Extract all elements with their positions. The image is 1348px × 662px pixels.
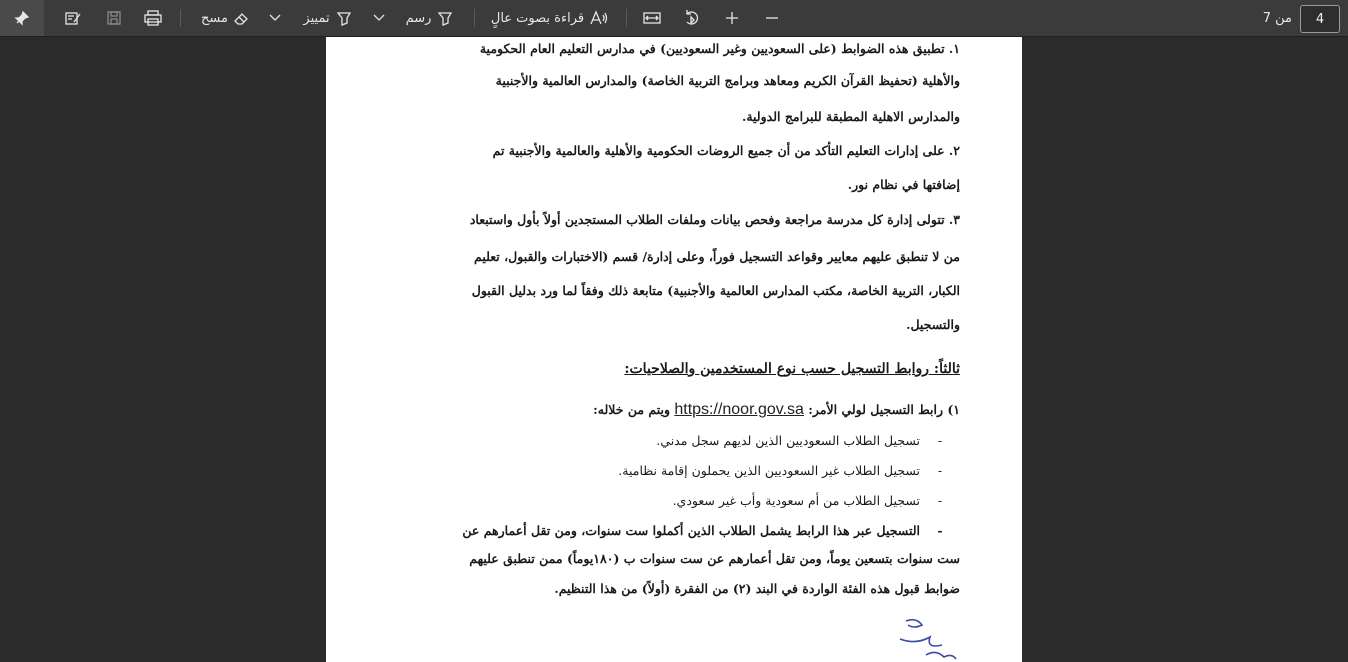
highlight-label: تمييز	[303, 10, 330, 26]
draw-label: رسم	[405, 10, 432, 26]
highlighter-icon	[335, 10, 353, 26]
continuation-line-2: ضوابط قبول هذه الفئة الواردة في البند (٢) من الفقرة (أولاً) من هذا التنظيم.	[554, 581, 960, 596]
save-icon	[106, 10, 122, 26]
fit-width-icon	[643, 10, 661, 26]
pin-icon	[14, 10, 30, 26]
paragraph-1-line-2: والأهلية (تحفيظ القرآن الكريم ومعاهد وبرامج التربية الخاصة) والمدارس العالمية والأجنبية	[495, 73, 960, 88]
link-prefix: ١) رابط التسجيل لولي الأمر:	[808, 402, 960, 417]
highlight-button[interactable]	[296, 0, 360, 36]
chevron-down-icon	[268, 13, 282, 23]
pen-icon	[436, 10, 454, 26]
continuation-line-1: ست سنوات بتسعين يوماً، ومن تقل أعمارهم عن ست سنوات ب (١٨٠يوماً) ممن تنطبق عليهم	[469, 551, 960, 566]
page-number-input[interactable]: 4	[1300, 5, 1340, 33]
page-count: من 7	[1262, 10, 1292, 26]
paragraph-3-line-4: والتسجيل.	[906, 317, 960, 332]
bullet-dash: -	[937, 523, 943, 538]
read-aloud-icon	[589, 10, 609, 26]
erase-label: مسح	[201, 10, 228, 26]
read-aloud-button[interactable]	[486, 0, 614, 36]
highlight-options-button[interactable]	[266, 0, 284, 36]
eraser-icon	[233, 10, 251, 26]
rotate-icon	[683, 9, 701, 27]
minus-icon	[764, 10, 780, 26]
rotate-button[interactable]	[680, 0, 704, 36]
draw-options-button[interactable]	[370, 0, 388, 36]
list-item: -تسجيل الطلاب من أم سعودية وأب غير سعودي.	[390, 493, 960, 508]
plus-icon	[724, 10, 740, 26]
fill-sign-button[interactable]	[62, 0, 84, 36]
draw-button[interactable]	[400, 0, 460, 36]
chevron-down-icon	[372, 13, 386, 23]
noor-link[interactable]: https://noor.gov.sa	[674, 401, 804, 418]
erase-button[interactable]	[194, 0, 258, 36]
paragraph-1-line-1: ١. تطبيق هذه الضوابط (على السعوديين وغير السعوديين) في مدارس التعليم العام الحكومية	[479, 41, 960, 56]
list-item: -تسجيل الطلاب غير السعوديين الذين يحملون إقامة نظامية.	[390, 463, 960, 478]
pdf-page	[326, 37, 1022, 662]
zoom-in-button[interactable]	[720, 0, 744, 36]
list-item: -التسجيل عبر هذا الرابط يشمل الطلاب الذين أكملوا ست سنوات، ومن تقل أعمارهم عن	[390, 523, 960, 538]
pin-toolbar-button[interactable]	[0, 0, 44, 36]
paragraph-2-line-2: إضافتها في نظام نور.	[847, 177, 960, 192]
paragraph-3-line-1: ٣. تتولى إدارة كل مدرسة مراجعة وفحص بيانات وملفات الطلاب المستجدين أولاً بأول واستبعاد	[469, 212, 960, 227]
paragraph-3-line-3: الكبار، التربية الخاصة، مكتب المدارس العالمية والأجنبية) متابعة ذلك وفقاً لما ورد بدليل القبول	[471, 283, 960, 298]
registration-link-line	[390, 401, 960, 419]
fill-sign-icon	[64, 10, 82, 26]
paragraph-3-line-2: من لا تنطبق عليهم معايير وقواعد التسجيل فوراً، وعلى إدارة/ قسم (الاختبارات والقبول، تعليم	[474, 249, 960, 264]
signature	[886, 615, 966, 662]
section-heading: ثالثاً: روابط التسجيل حسب نوع المستخدمين والصلاحيات:	[624, 361, 960, 377]
fit-page-button[interactable]	[640, 0, 664, 36]
bullet-dash: -	[937, 493, 943, 508]
bullet-dash: -	[937, 433, 943, 448]
list-item: -تسجيل الطلاب السعوديين الذين لديهم سجل مدني.	[390, 433, 960, 448]
pdf-toolbar	[0, 0, 1348, 37]
read-aloud-label: قراءة بصوت عالٍ	[490, 10, 585, 26]
paragraph-2-line-1: ٢. على إدارات التعليم التأكد من أن جميع الروضات الحكومية والأهلية والعالمية والأجنبية تم	[492, 143, 960, 158]
link-suffix: ويتم من خلاله:	[593, 402, 670, 417]
zoom-out-button[interactable]	[760, 0, 784, 36]
bullet-dash: -	[937, 463, 943, 478]
paragraph-1-line-3: والمدارس الاهلية المطبقة للبرامج الدولية.	[741, 109, 960, 124]
save-button[interactable]	[104, 0, 124, 36]
print-icon	[144, 10, 162, 26]
print-button[interactable]	[142, 0, 164, 36]
